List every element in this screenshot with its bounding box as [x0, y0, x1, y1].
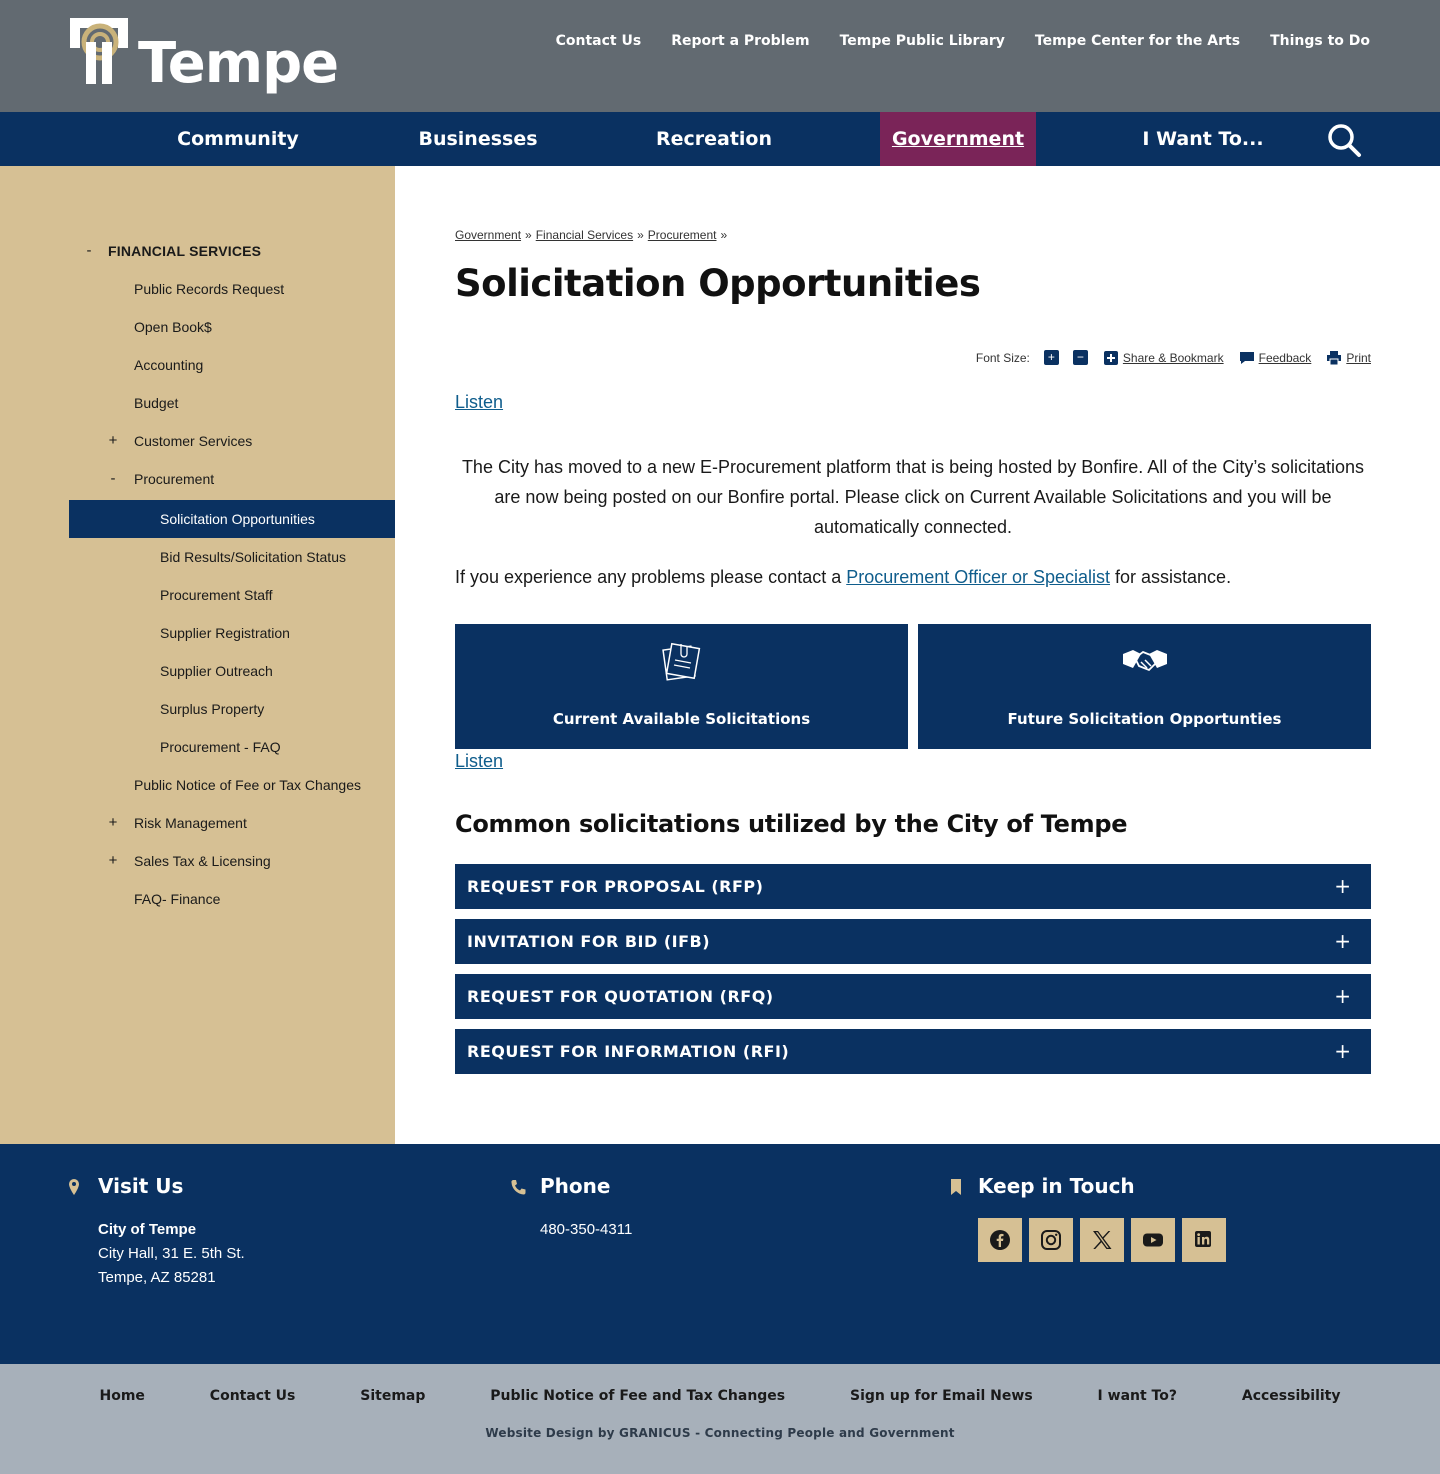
sidebar-item-procurement[interactable]: Procurement	[134, 471, 215, 487]
documents-icon	[659, 640, 705, 686]
sidebar-item-bid-results[interactable]: Bid Results/Solicitation Status	[160, 549, 346, 565]
visit-address-line2: Tempe, AZ 85281	[98, 1269, 216, 1286]
sidebar-collapse-procurement[interactable]: -	[110, 470, 116, 487]
visit-name: City of Tempe	[98, 1221, 197, 1238]
breadcrumb-separator: »	[525, 228, 532, 242]
bottom-link-contact-us[interactable]: Contact Us	[209, 1388, 296, 1404]
tempe-logo[interactable]	[70, 18, 339, 96]
facebook-icon[interactable]	[978, 1218, 1022, 1262]
sidebar	[0, 166, 395, 1144]
bottom-nav	[0, 1388, 1440, 1404]
bottom-link-accessibility[interactable]: Accessibility	[1241, 1388, 1341, 1404]
tempe-logo-mark-icon	[70, 18, 128, 84]
sidebar-item-surplus-property[interactable]: Surplus Property	[160, 701, 265, 717]
map-pin-icon	[68, 1178, 84, 1196]
sidebar-expand-sales-tax[interactable]: +	[108, 852, 118, 869]
current-solicitations-label: Current Available Solicitations	[552, 710, 811, 728]
keep-in-touch-title: Keep in Touch	[978, 1174, 1135, 1198]
breadcrumb-separator: »	[637, 228, 644, 242]
plus-icon: +	[1334, 929, 1351, 953]
linkedin-icon[interactable]	[1182, 1218, 1226, 1262]
breadcrumb-financial-services[interactable]: Financial Services	[535, 228, 634, 242]
bottom-bar	[0, 1364, 1440, 1474]
contact-paragraph	[455, 562, 1231, 592]
sidebar-item-accounting[interactable]: Accounting	[134, 357, 204, 373]
font-decrease-button[interactable]: −	[1073, 350, 1088, 365]
sidebar-item-budget[interactable]: Budget	[134, 395, 179, 411]
nav-government[interactable]: Government	[880, 112, 1036, 166]
handshake-icon	[1121, 640, 1169, 680]
sidebar-item-public-notice[interactable]: Public Notice of Fee or Tax Changes	[134, 777, 361, 793]
util-link-center-arts[interactable]: Tempe Center for the Arts	[1034, 33, 1241, 49]
intro-paragraph: The City has moved to a new E-Procurement platform that is being hosted by Bonfire. All of the City’s solicitations are now being posted on our Bonfire portal. Please click on Current Available Solicitations and you will be automatically connected.	[461, 457, 1365, 537]
sidebar-item-public-records[interactable]: Public Records Request	[134, 281, 285, 297]
sidebar-item-label: Solicitation Opportunities	[160, 511, 315, 527]
sidebar-item-procurement-staff[interactable]: Procurement Staff	[160, 587, 273, 603]
accordion-ifb[interactable]	[455, 919, 1371, 964]
font-increase-button[interactable]: +	[1044, 350, 1059, 365]
breadcrumb-separator: »	[720, 228, 728, 242]
sidebar-item-solicitation-opportunities[interactable]	[69, 500, 395, 538]
main-nav	[0, 112, 1440, 166]
visit-us-title: Visit Us	[98, 1174, 184, 1198]
share-icon	[1104, 351, 1118, 365]
footer	[0, 1144, 1440, 1364]
listen-link-2[interactable]: Listen	[455, 751, 504, 771]
bookmark-icon	[948, 1178, 964, 1196]
sidebar-heading-toggle[interactable]: -	[86, 242, 92, 259]
bottom-link-email-news[interactable]: Sign up for Email News	[850, 1388, 1033, 1404]
search-icon[interactable]	[1326, 122, 1362, 158]
phone-number-link[interactable]: 480-350-4311	[540, 1221, 633, 1238]
sidebar-item-supplier-outreach[interactable]: Supplier Outreach	[160, 663, 273, 679]
phone-title: Phone	[540, 1174, 611, 1198]
sidebar-expand-customer-services[interactable]: +	[108, 432, 118, 449]
sidebar-item-risk-management[interactable]: Risk Management	[134, 815, 247, 831]
visit-address-line1: City Hall, 31 E. 5th St.	[98, 1245, 245, 1262]
accordion-rfp[interactable]	[455, 864, 1371, 909]
granicus-credit[interactable]: Website Design by GRANICUS - Connecting People and Government	[485, 1426, 955, 1440]
print-icon	[1327, 351, 1341, 365]
contact-suffix: for assistance.	[1110, 567, 1232, 587]
future-solicitations-label: Future Solicitation Opportunties	[1007, 710, 1282, 728]
sidebar-item-procurement-faq[interactable]: Procurement - FAQ	[160, 739, 281, 755]
share-bookmark-label: Share & Bookmark	[1122, 350, 1224, 365]
contact-prefix: If you experience any problems please contact a	[455, 567, 847, 587]
bottom-link-sitemap[interactable]: Sitemap	[360, 1388, 426, 1404]
sidebar-item-supplier-registration[interactable]: Supplier Registration	[160, 625, 290, 641]
nav-community[interactable]: Community	[177, 128, 299, 150]
instagram-icon[interactable]	[1029, 1218, 1073, 1262]
sidebar-item-customer-services[interactable]: Customer Services	[134, 433, 253, 449]
bottom-link-public-notice[interactable]: Public Notice of Fee and Tax Changes	[490, 1388, 786, 1404]
common-solicitations-heading: Common solicitations utilized by the City of Tempe	[455, 810, 1128, 838]
feedback-link[interactable]	[1240, 351, 1312, 365]
breadcrumb	[455, 228, 731, 242]
nav-recreation[interactable]: Recreation	[655, 128, 773, 150]
plus-icon: +	[1334, 1039, 1351, 1063]
page-tools	[976, 350, 1371, 365]
bottom-link-home[interactable]: Home	[99, 1388, 145, 1404]
top-header	[0, 0, 1440, 112]
plus-icon: +	[1334, 874, 1351, 898]
sidebar-expand-risk-management[interactable]: +	[108, 814, 118, 831]
sidebar-item-sales-tax[interactable]: Sales Tax & Licensing	[134, 853, 271, 869]
print-link[interactable]	[1327, 351, 1371, 365]
sidebar-heading[interactable]: FINANCIAL SERVICES	[108, 243, 262, 259]
util-link-contact-us[interactable]: Contact Us	[555, 33, 642, 49]
sidebar-item-open-books[interactable]: Open Book$	[134, 319, 212, 335]
listen-link[interactable]: Listen	[455, 392, 504, 412]
breadcrumb-procurement[interactable]: Procurement	[647, 228, 717, 242]
page-title: Solicitation Opportunities	[455, 262, 981, 305]
util-link-library[interactable]: Tempe Public Library	[839, 33, 1005, 49]
font-size-label: Font Size:	[975, 350, 1030, 365]
current-solicitations-button[interactable]	[455, 624, 908, 749]
share-bookmark-link[interactable]	[1104, 351, 1224, 365]
feedback-label: Feedback	[1258, 350, 1312, 365]
feedback-icon	[1240, 351, 1254, 365]
accordion-label: REQUEST FOR INFORMATION (RFI)	[467, 1042, 790, 1061]
bottom-link-i-want-to[interactable]: I want To?	[1097, 1388, 1177, 1404]
plus-icon: +	[1334, 984, 1351, 1008]
accordion-label: REQUEST FOR QUOTATION (RFQ)	[467, 987, 774, 1006]
sidebar-item-faq-finance[interactable]: FAQ- Finance	[134, 891, 221, 907]
nav-i-want-to[interactable]: I Want To...	[1142, 128, 1264, 150]
future-solicitations-button[interactable]	[918, 624, 1371, 749]
utility-nav	[556, 33, 1370, 49]
breadcrumb-government[interactable]: Government	[455, 228, 522, 242]
accordion-label: REQUEST FOR PROPOSAL (RFP)	[467, 877, 764, 896]
x-icon[interactable]	[1080, 1218, 1124, 1262]
accordion-rfq[interactable]	[455, 974, 1371, 1019]
accordion-label: INVITATION FOR BID (IFB)	[467, 932, 711, 951]
util-link-report-problem[interactable]: Report a Problem	[671, 33, 810, 49]
logo-text: Tempe	[138, 31, 339, 96]
phone-icon	[510, 1178, 526, 1196]
util-link-things-to-do[interactable]: Things to Do	[1270, 33, 1370, 49]
nav-businesses[interactable]: Businesses	[418, 128, 538, 150]
print-label: Print	[1346, 350, 1371, 365]
procurement-officer-link[interactable]: Procurement Officer or Specialist	[846, 567, 1111, 587]
youtube-icon[interactable]	[1131, 1218, 1175, 1262]
accordion-rfi[interactable]	[455, 1029, 1371, 1074]
